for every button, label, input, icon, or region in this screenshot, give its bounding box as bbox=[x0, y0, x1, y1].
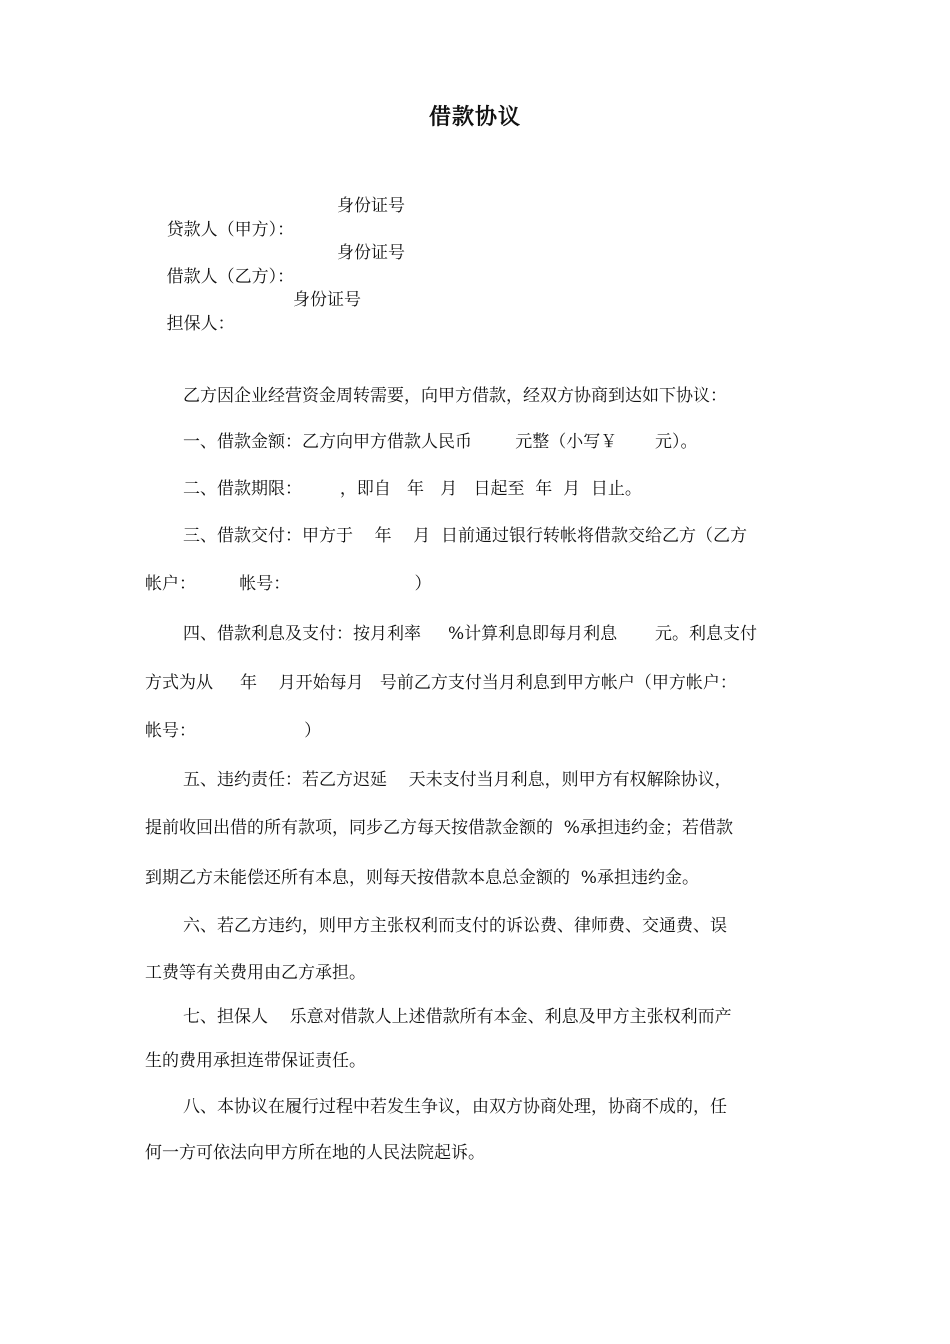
party-lender-label: 贷款人（甲方）： bbox=[166, 220, 295, 240]
clause-6-line-2: 工费等有关费用由乙方承担。 bbox=[145, 963, 366, 983]
clause-7-line-2: 生的费用承担连带保证责任。 bbox=[145, 1051, 366, 1071]
intro-line: 乙方因企业经营资金周转需要，向甲方借款，经双方协商到达如下协议： bbox=[183, 386, 727, 406]
clause-5-line-2: 提前收回出借的所有款项，同步乙方每天按借款金额的 %承担违约金；若借款 bbox=[145, 818, 733, 838]
clause-5-line-1: 五、违约责任：若乙方迟延 天未支付当月利息，则甲方有权解除协议， bbox=[183, 770, 732, 790]
party-lender-id-label: 身份证号 bbox=[337, 196, 405, 216]
clause-1-line: 一、借款金额：乙方向甲方借款人民币 元整（小写￥ 元）。 bbox=[183, 432, 698, 452]
clause-4-line-2: 方式为从 年 月开始每月 号前乙方支付当月利息到甲方帐户（甲方帐户： bbox=[145, 673, 737, 693]
clause-2-line: 二、借款期限： ，即自 年 月 日起至 年 月 日止。 bbox=[183, 479, 642, 499]
clause-6-line-1: 六、若乙方违约，则甲方主张权利而支付的诉讼费、律师费、交通费、误 bbox=[183, 916, 727, 936]
document-title: 借款协议 bbox=[428, 105, 521, 130]
clause-7-line-1: 七、担保人 乐意对借款人上述借款所有本金、利息及甲方主张权利而产 bbox=[183, 1007, 732, 1027]
party-borrower-id-label: 身份证号 bbox=[337, 243, 405, 263]
party-guarantor-id-label: 身份证号 bbox=[293, 290, 361, 310]
clause-3-line-1: 三、借款交付：甲方于 年 月 日前通过银行转帐将借款交给乙方（乙方 bbox=[183, 526, 748, 546]
clause-4-line-1: 四、借款利息及支付：按月利率 %计算利息即每月利息 元。利息支付 bbox=[183, 624, 757, 644]
clause-8-line-1: 八、本协议在履行过程中若发生争议，由双方协商处理，协商不成的，任 bbox=[183, 1097, 727, 1117]
party-guarantor-label: 担保人： bbox=[166, 314, 235, 334]
party-borrower-label: 借款人（乙方）： bbox=[166, 267, 295, 287]
party-guarantor bbox=[145, 288, 361, 360]
clause-8-line-2: 何一方可依法向甲方所在地的人民法院起诉。 bbox=[145, 1143, 485, 1163]
clause-4-line-3: 帐号： ） bbox=[145, 721, 322, 741]
clause-3-line-2: 帐户： 帐号： ） bbox=[145, 574, 432, 594]
clause-5-line-3: 到期乙方未能偿还所有本息，则每天按借款本息总金额的 %承担违约金。 bbox=[145, 868, 699, 888]
